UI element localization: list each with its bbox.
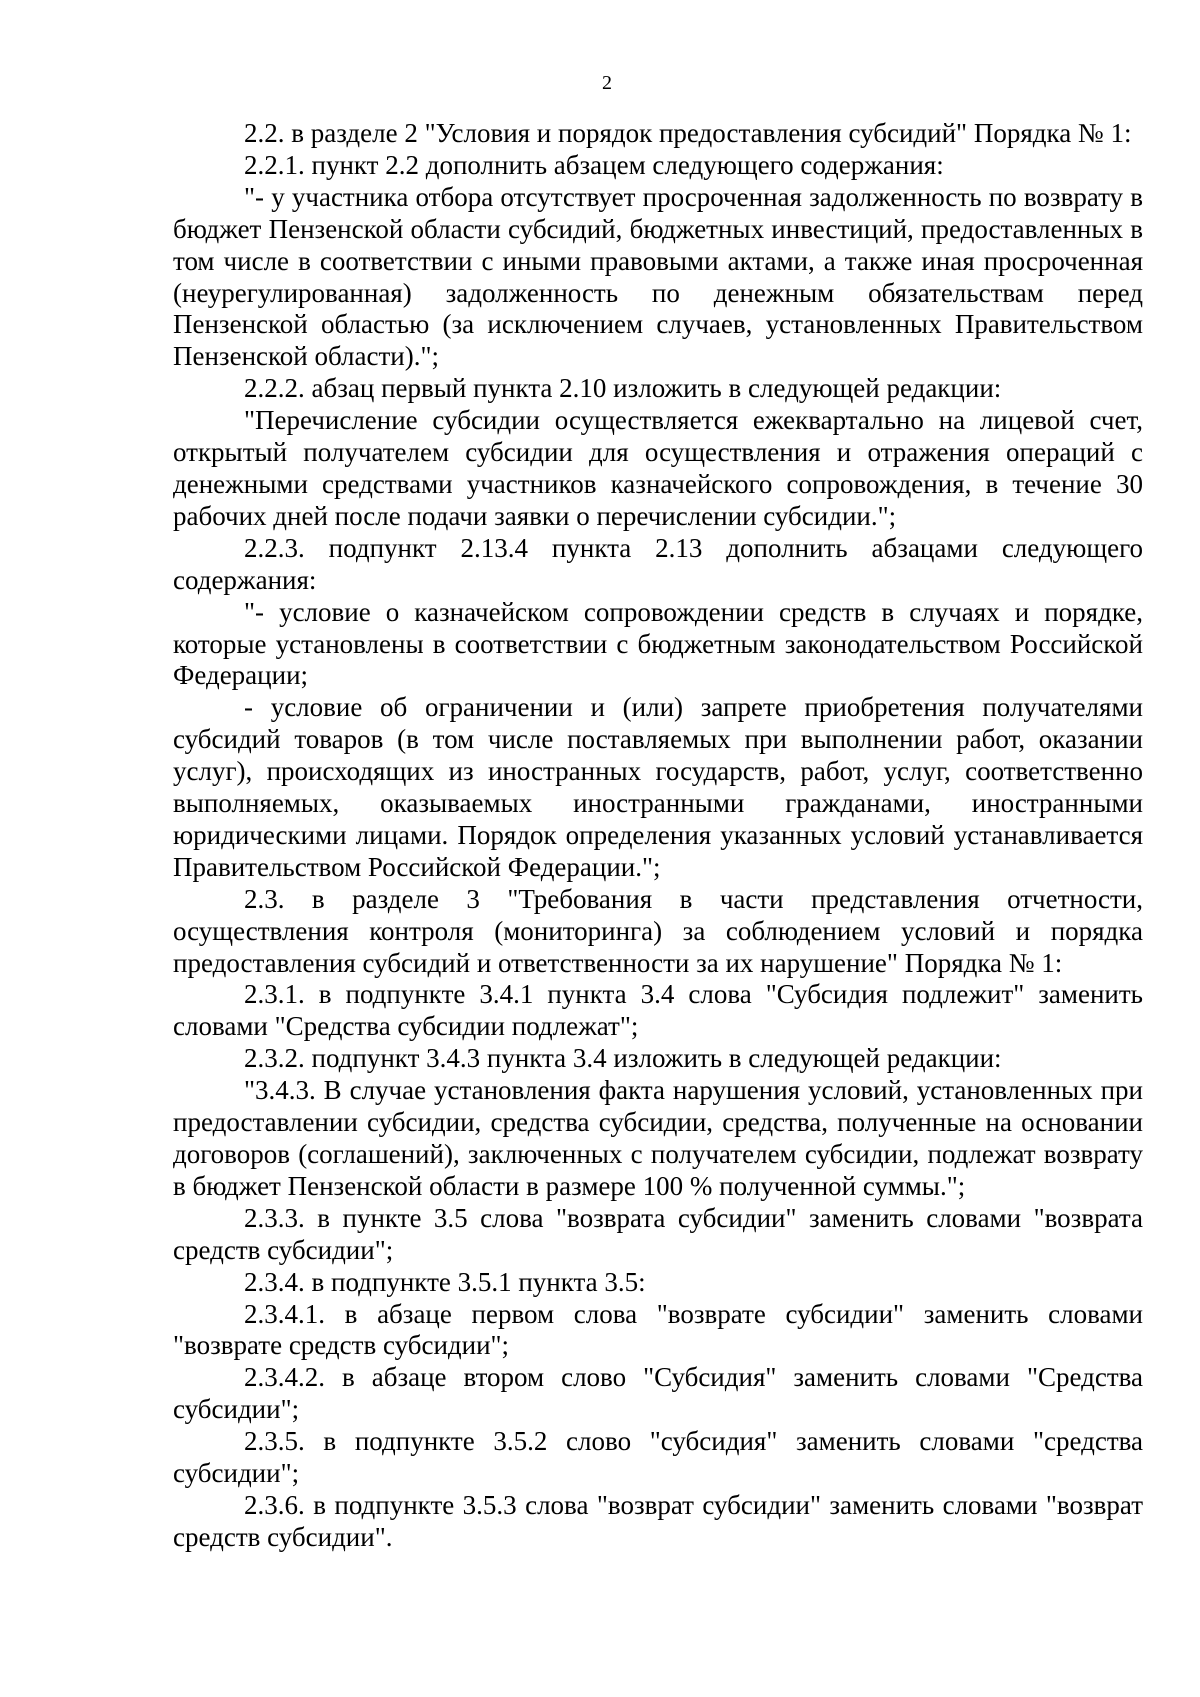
paragraph-quote-treasury: "- условие о казначейском сопровождении средств в случаях и порядке, которые установлены в соответствии с бюджетным законодательством Российской Федерации; <box>173 596 1143 691</box>
document-body <box>173 118 1143 1554</box>
paragraph-2-3-3: 2.3.3. в пункте 3.5 слова "возврата субсидии" заменить словами "возврата средств субсидии"; <box>173 1202 1143 1265</box>
paragraph-quote-restriction: - условие об ограничении и (или) запрете приобретения получателями субсидий товаров (в том числе поставляемых при выполнении работ, оказании услуг), происходящих из иностранных государств, работ, услуг, соответственно выполняемых, оказываемых иностранными гражданами, иностранными юридическими лицами. Порядок определения указанных условий устанавливается Правительством Российской Федерации."; <box>173 692 1143 882</box>
paragraph-quote-transfer: "Перечисление субсидии осуществляется ежеквартально на лицевой счет, открытый получателем субсидии для осуществления и отражения операций с денежными средствами участников казначейского сопровождения, в течение 30 рабочих дней после подачи заявки о перечислении субсидии."; <box>173 405 1143 531</box>
paragraph-2-2-3: 2.2.3. подпункт 2.13.4 пункта 2.13 дополнить абзацами следующего содержания: <box>173 532 1143 595</box>
paragraph-2-3-4: 2.3.4. в подпункте 3.5.1 пункта 3.5: <box>244 1266 646 1297</box>
paragraph-2-3-6: 2.3.6. в подпункте 3.5.3 слова "возврат субсидии" заменить словами "возврат средств субсидии". <box>173 1489 1143 1552</box>
paragraph-2-2: 2.2. в разделе 2 "Условия и порядок предоставления субсидий" Порядка № 1: <box>244 118 1132 148</box>
paragraph-2-2-2: 2.2.2. абзац первый пункта 2.10 изложить в следующей редакции: <box>244 373 1002 404</box>
paragraph-2-2-1: 2.2.1. пункт 2.2 дополнить абзацем следующего содержания: <box>244 149 944 180</box>
paragraph-quote-debt: "- у участника отбора отсутствует просроченная задолженность по возврату в бюджет Пензенской области субсидий, бюджетных инвестиций, предоставленных в том числе в соответствии с иными правовыми актами, а также иная просроченная (неурегулированная) задолженность по денежным обязательствам перед Пензенской областью (за исключением случаев, установленных Правительством Пензенской области)."; <box>173 181 1143 372</box>
paragraph-quote-3-4-3: "3.4.3. В случае установления факта нарушения условий, установленных при предоставлении субсидии, средства субсидии, средства, полученные на основании договоров (соглашений), заключенных с получателем субсидии, подлежат возврату в бюджет Пензенской области в размере 100 % полученной суммы."; <box>173 1075 1143 1201</box>
paragraph-2-3-5: 2.3.5. в подпункте 3.5.2 слово "субсидия" заменить словами "средства субсидии"; <box>173 1426 1143 1489</box>
paragraph-2-3: 2.3. в разделе 3 "Требования в части представления отчетности, осуществления контроля (мониторинга) за соблюдением условий и порядка предоставления субсидий и ответственности за их нарушение" Порядка № 1: <box>173 883 1143 978</box>
paragraph-2-3-2: 2.3.2. подпункт 3.4.3 пункта 3.4 изложить в следующей редакции: <box>244 1043 1002 1074</box>
page-number: 2 <box>602 72 612 94</box>
paragraph-2-3-1: 2.3.1. в подпункте 3.4.1 пункта 3.4 слова "Субсидия подлежит" заменить словами "Средства субсидии подлежат"; <box>173 979 1143 1042</box>
paragraph-2-3-4-2: 2.3.4.2. в абзаце втором слово "Субсидия" заменить словами "Средства субсидии"; <box>173 1362 1143 1425</box>
paragraph-2-3-4-1: 2.3.4.1. в абзаце первом слова "возврате субсидии" заменить словами "возврате средств субсидии"; <box>173 1298 1143 1361</box>
